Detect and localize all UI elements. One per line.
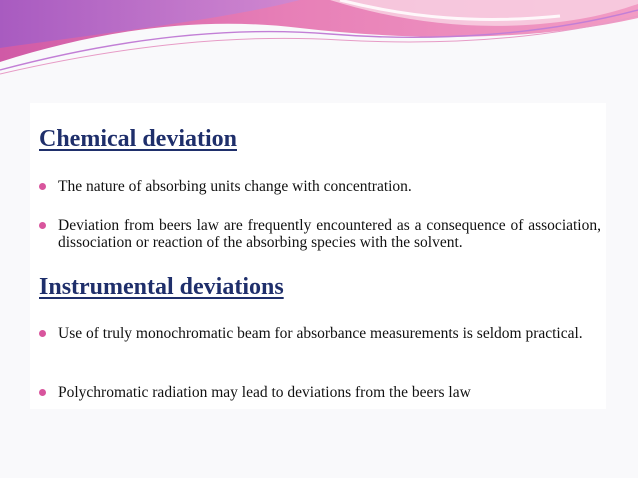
slide-content [30, 103, 606, 409]
bullet-dot-icon [39, 330, 46, 337]
bullet-text: The nature of absorbing units change with concentration. [58, 178, 412, 195]
bullet-dot-icon [39, 389, 46, 396]
bullet-dot-icon [39, 222, 46, 229]
heading-chemical-deviation: Chemical deviation [39, 126, 237, 152]
bullet-text: Use of truly monochromatic beam for absorbance measurements is seldom practical. [58, 325, 583, 342]
bullet-dot-icon [39, 183, 46, 190]
bullet-item [39, 384, 601, 401]
bullet-item [39, 178, 601, 195]
heading-instrumental-deviations: Instrumental deviations [39, 274, 284, 300]
bullet-text: Deviation from beers law are frequently encountered as a consequence of association, dissociation or reaction of the absorbing species with the solvent. [58, 217, 601, 251]
bullet-text: Polychromatic radiation may lead to deviations from the beers law [58, 384, 471, 401]
bullet-item [39, 217, 601, 251]
bullet-item [39, 325, 601, 342]
decorative-wave-banner [0, 0, 638, 80]
